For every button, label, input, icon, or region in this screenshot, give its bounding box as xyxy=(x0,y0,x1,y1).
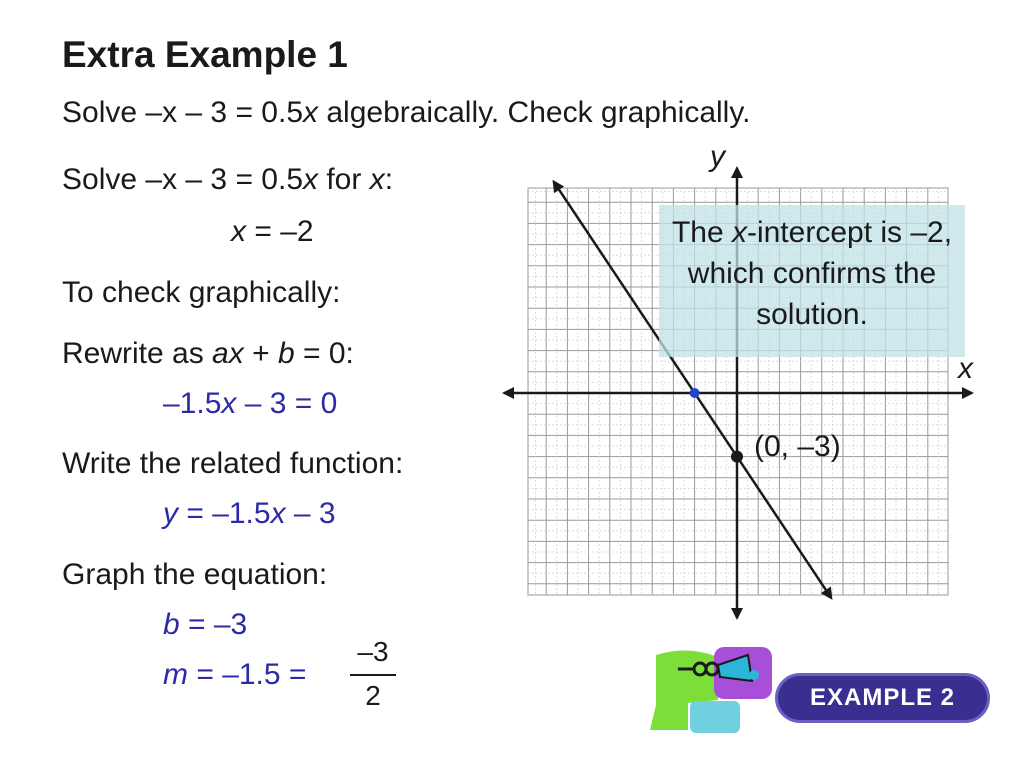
example-2-button[interactable]: EXAMPLE 2 xyxy=(775,673,990,723)
rewritten-equation: –1.5x – 3 = 0 xyxy=(163,387,338,420)
y-intercept-point xyxy=(731,451,743,463)
y-intercept-label: (0, –3) xyxy=(754,430,841,463)
y-axis-arrow-up xyxy=(731,166,743,178)
x-intercept-point xyxy=(690,388,700,398)
y-axis-label: y xyxy=(710,140,725,173)
callout-text: The x-intercept is –2, which confirms the solution. xyxy=(671,216,953,331)
fraction-numerator: –3 xyxy=(357,636,389,667)
x-axis-arrow-left xyxy=(502,387,514,399)
related-heading: Write the related function: xyxy=(62,447,404,480)
check-heading: To check graphically: xyxy=(62,276,341,309)
solution-equation: x = –2 xyxy=(231,215,314,248)
step-solve: Solve –x – 3 = 0.5x for x: xyxy=(62,163,394,196)
intercept-equation: b = –3 xyxy=(163,608,248,641)
mascot-icon xyxy=(648,645,778,740)
y-axis-arrow-down xyxy=(731,608,743,620)
slope-equation: m = –1.5 = xyxy=(163,658,307,691)
x-axis-label: x xyxy=(958,352,973,385)
graph-heading: Graph the equation: xyxy=(62,558,328,591)
fraction-denominator: 2 xyxy=(365,680,381,711)
related-function: y = –1.5x – 3 xyxy=(163,497,336,530)
problem-statement: Solve –x – 3 = 0.5x algebraically. Check graphically. xyxy=(62,96,751,129)
rewrite-heading: Rewrite as ax + b = 0: xyxy=(62,337,354,370)
x-axis-arrow-right xyxy=(962,387,974,399)
page-title: Extra Example 1 xyxy=(62,34,348,75)
slope-fraction xyxy=(350,636,396,712)
